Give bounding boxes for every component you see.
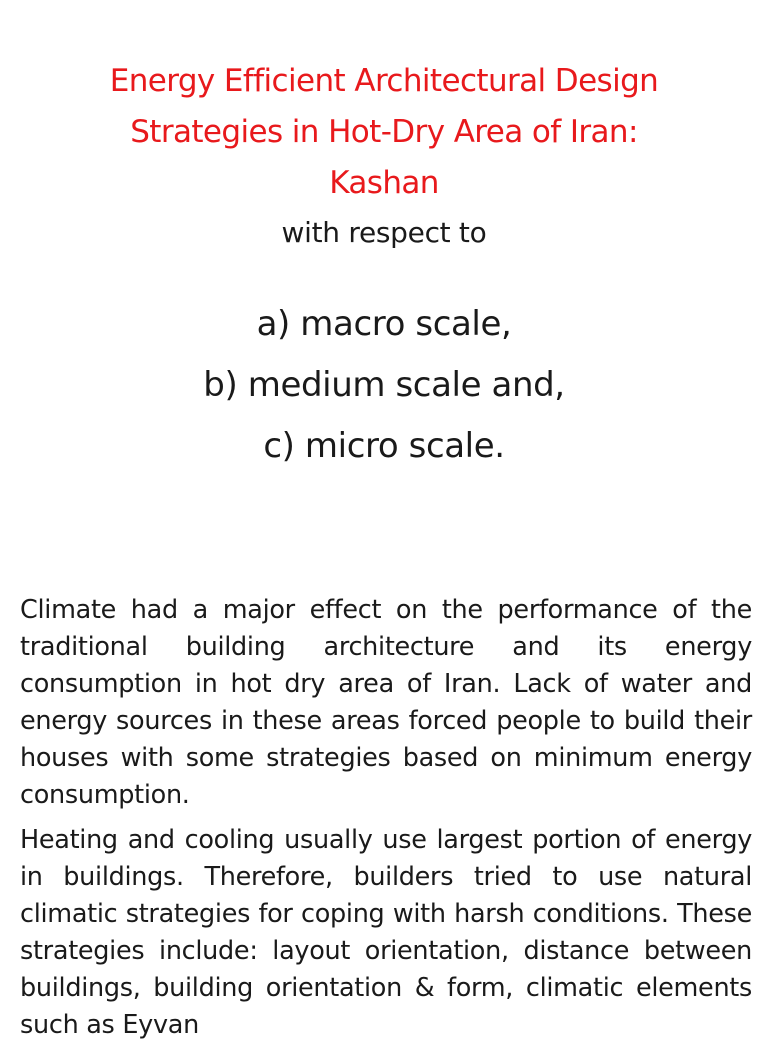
paragraph-heating-cooling: Heating and cooling usually use largest portion of energy in buildings. Therefore, builders tried to use natural climatic strategies for coping with harsh conditions. These strategies include: layout orientation, distance between buildings, building orientation & form, climatic elements such as Eyvan [20,825,752,1040]
slide-title [0,56,768,209]
title-slide [0,56,768,257]
scale-item-macro: a) macro scale, [256,304,512,344]
scale-item-micro: c) micro scale. [263,426,505,466]
scale-list [0,294,768,477]
paragraph-climate: Climate had a major effect on the performance of the traditional building architecture and its energy consumption in hot dry area of Iran. Lack of water and energy sources in these areas forced people to build their houses with some strategies based on minimum energy consumption. [20,595,752,810]
title-line-3: Kashan [329,165,439,201]
title-line-1: Energy Efficient Architectural Design [109,63,659,99]
slide-subtitle: with respect to [281,216,487,249]
title-line-2: Strategies in Hot-Dry Area of Iran: [130,114,638,150]
scale-item-medium: b) medium scale and, [203,365,565,405]
content-slide [20,592,752,1052]
